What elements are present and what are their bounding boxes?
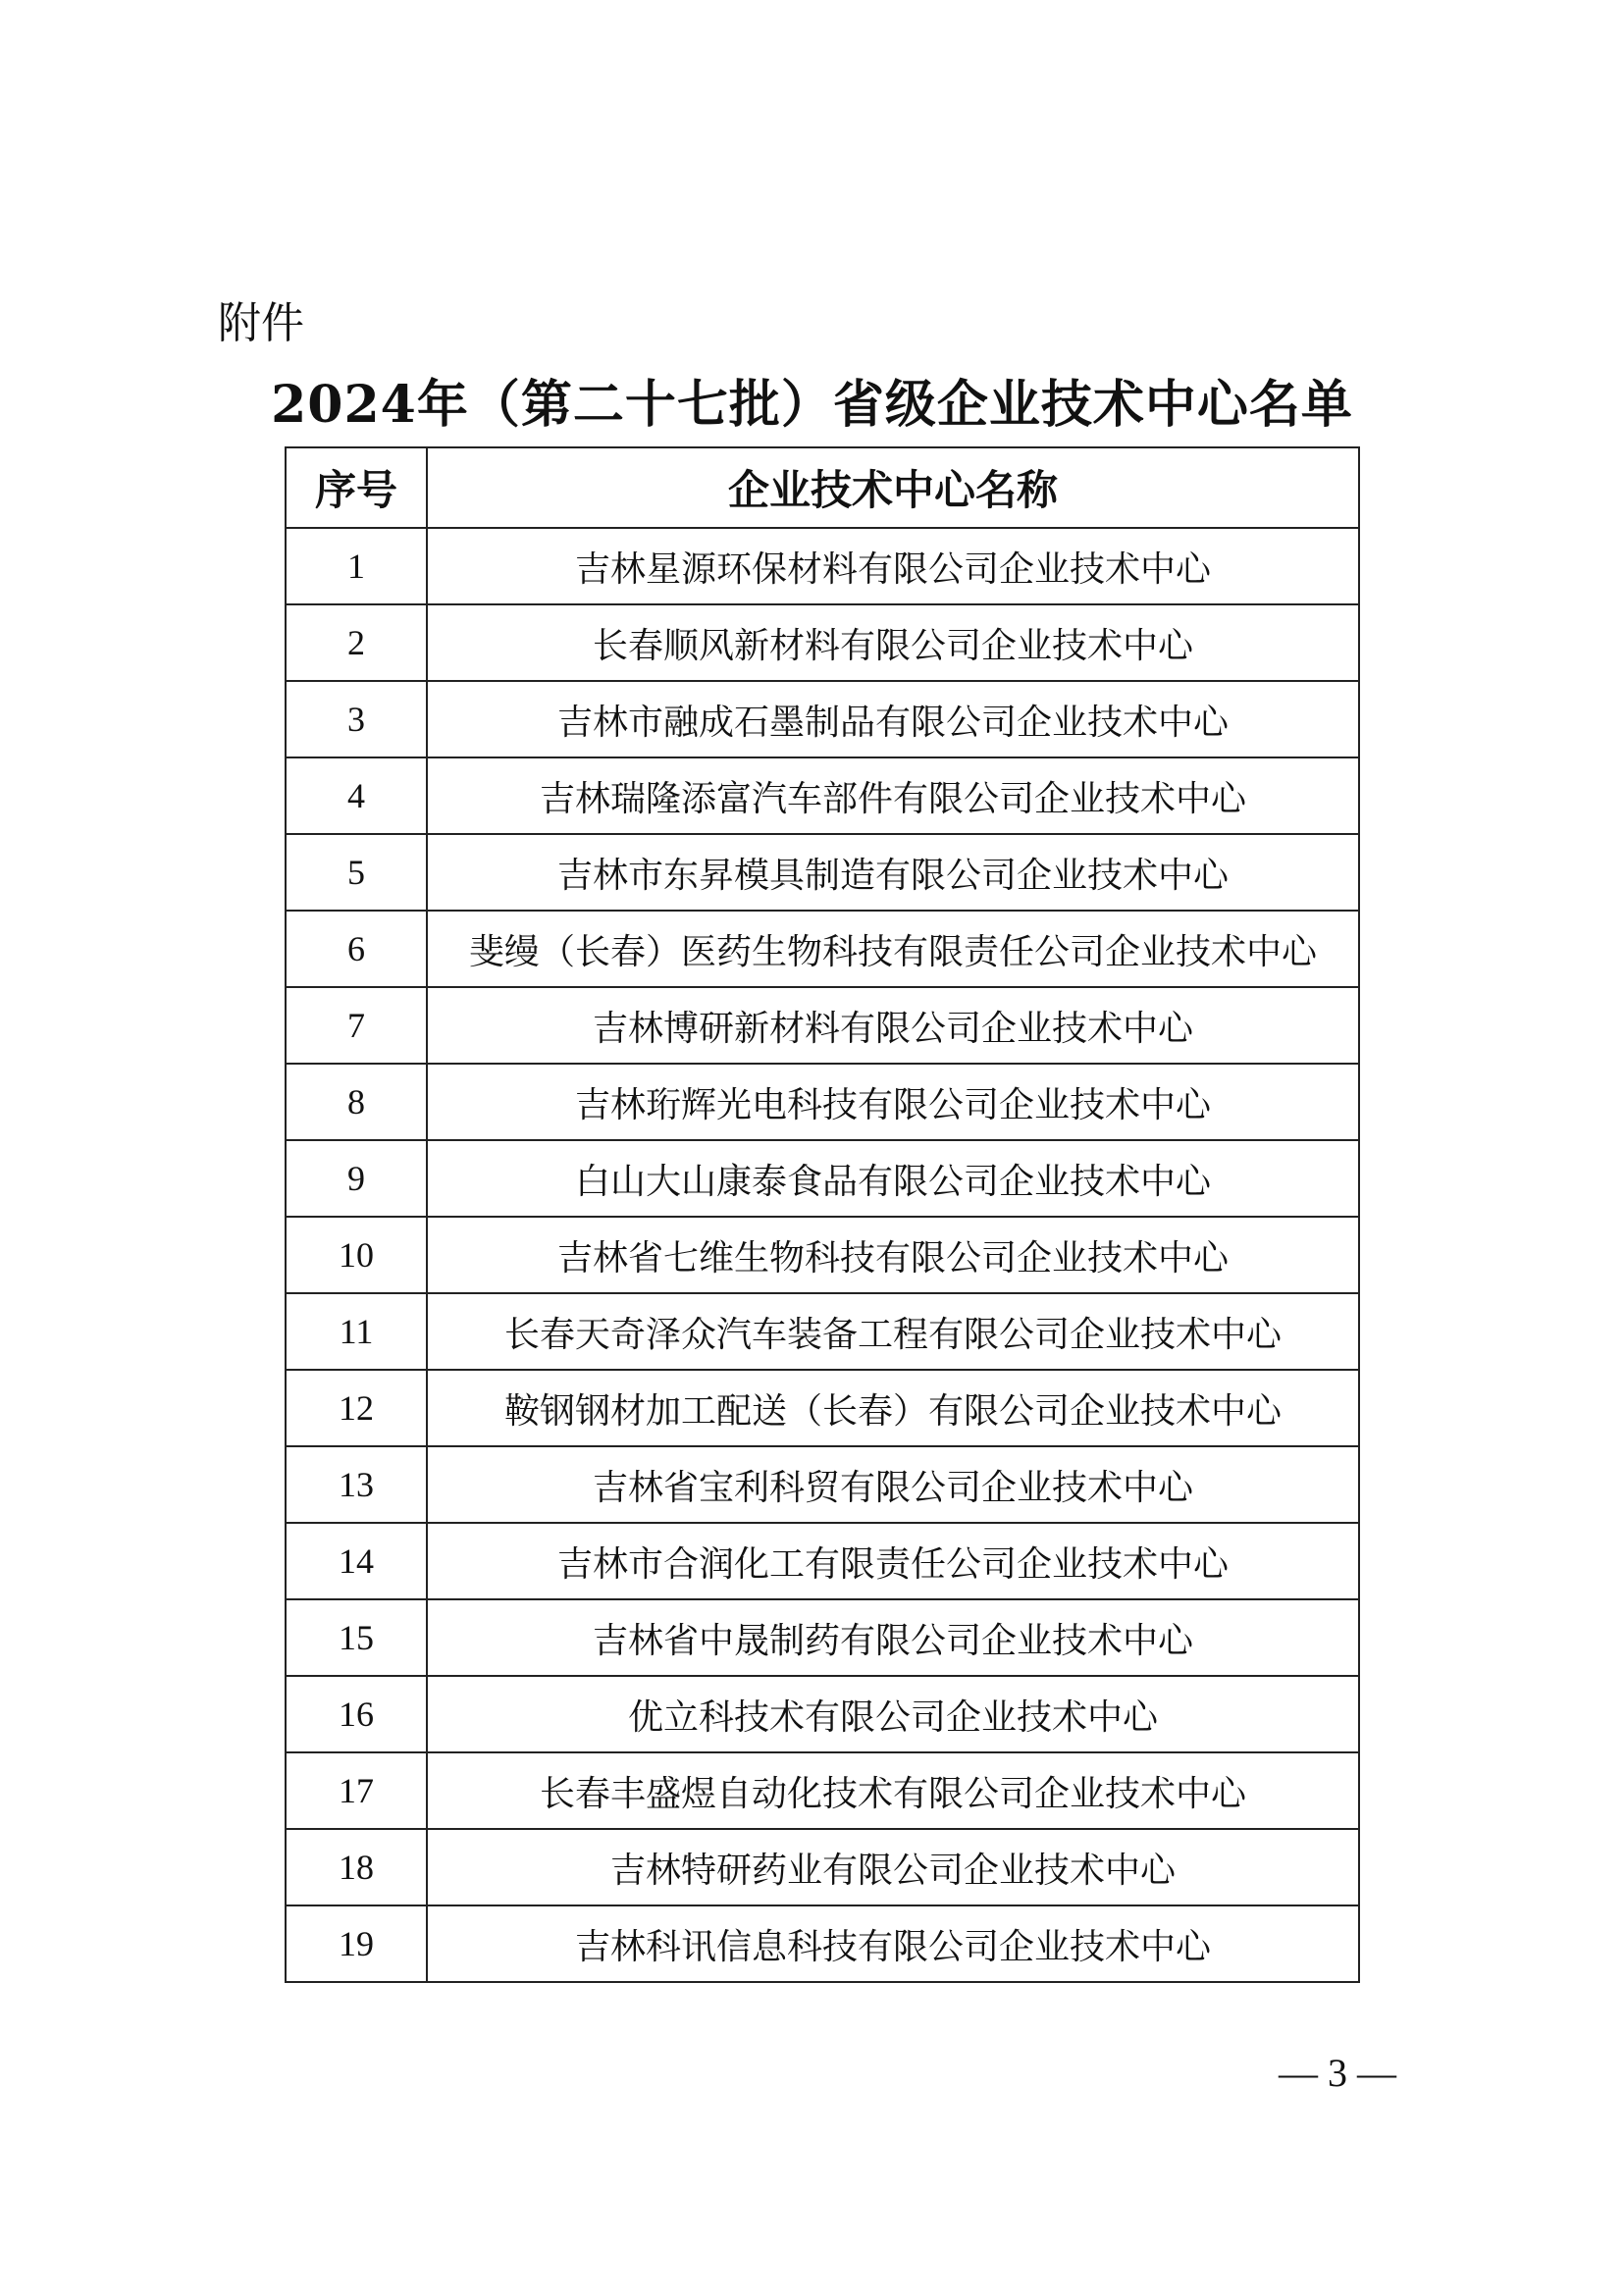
serial-number: 12 <box>286 1370 427 1446</box>
serial-number: 3 <box>286 681 427 757</box>
serial-number: 14 <box>286 1523 427 1599</box>
center-name: 吉林科讯信息科技有限公司企业技术中心 <box>427 1905 1359 1982</box>
table-row <box>286 1599 1359 1676</box>
serial-number: 19 <box>286 1905 427 1982</box>
table-row <box>286 987 1359 1064</box>
table-row <box>286 1217 1359 1293</box>
page-number: — 3 — <box>1279 2051 1396 2095</box>
table-row <box>286 1446 1359 1523</box>
center-name: 吉林博研新材料有限公司企业技术中心 <box>427 987 1359 1064</box>
serial-number: 13 <box>286 1446 427 1523</box>
serial-number: 11 <box>286 1293 427 1370</box>
serial-number: 6 <box>286 911 427 987</box>
table-row <box>286 911 1359 987</box>
center-name: 吉林瑞隆添富汽车部件有限公司企业技术中心 <box>427 757 1359 834</box>
center-name: 斐缦（长春）医药生物科技有限责任公司企业技术中心 <box>427 911 1359 987</box>
center-name: 吉林星源环保材料有限公司企业技术中心 <box>427 528 1359 604</box>
header-center-name: 企业技术中心名称 <box>427 447 1359 528</box>
center-name: 吉林珩辉光电科技有限公司企业技术中心 <box>427 1064 1359 1140</box>
table-row <box>286 681 1359 757</box>
attachment-label: 附件 <box>218 298 304 348</box>
table-row <box>286 1293 1359 1370</box>
table-row <box>286 1905 1359 1982</box>
center-name: 吉林特研药业有限公司企业技术中心 <box>427 1829 1359 1905</box>
center-name: 吉林省七维生物科技有限公司企业技术中心 <box>427 1217 1359 1293</box>
center-name: 长春丰盛煜自动化技术有限公司企业技术中心 <box>427 1752 1359 1829</box>
table-row <box>286 834 1359 911</box>
serial-number: 5 <box>286 834 427 911</box>
center-name: 鞍钢钢材加工配送（长春）有限公司企业技术中心 <box>427 1370 1359 1446</box>
table-row <box>286 1676 1359 1752</box>
table-row <box>286 1523 1359 1599</box>
serial-number: 15 <box>286 1599 427 1676</box>
serial-number: 1 <box>286 528 427 604</box>
table-row <box>286 528 1359 604</box>
center-name: 吉林省中晟制药有限公司企业技术中心 <box>427 1599 1359 1676</box>
table-row <box>286 1370 1359 1446</box>
serial-number: 8 <box>286 1064 427 1140</box>
serial-number: 18 <box>286 1829 427 1905</box>
table-row <box>286 604 1359 681</box>
center-name: 长春顺风新材料有限公司企业技术中心 <box>427 604 1359 681</box>
header-serial-number: 序号 <box>286 447 427 528</box>
table-header-row <box>286 447 1359 528</box>
center-name: 吉林市融成石墨制品有限公司企业技术中心 <box>427 681 1359 757</box>
serial-number: 4 <box>286 757 427 834</box>
center-name: 优立科技术有限公司企业技术中心 <box>427 1676 1359 1752</box>
serial-number: 17 <box>286 1752 427 1829</box>
center-name: 长春天奇泽众汽车装备工程有限公司企业技术中心 <box>427 1293 1359 1370</box>
center-name: 吉林市东昇模具制造有限公司企业技术中心 <box>427 834 1359 911</box>
table-row <box>286 1140 1359 1217</box>
serial-number: 9 <box>286 1140 427 1217</box>
serial-number: 10 <box>286 1217 427 1293</box>
table-row <box>286 1829 1359 1905</box>
serial-number: 16 <box>286 1676 427 1752</box>
document-title: 2024年（第二十七批）省级企业技术中心名单 <box>271 375 1353 435</box>
enterprise-center-table <box>285 446 1360 1983</box>
center-name: 吉林省宝利科贸有限公司企业技术中心 <box>427 1446 1359 1523</box>
center-name: 吉林市合润化工有限责任公司企业技术中心 <box>427 1523 1359 1599</box>
table-row <box>286 1752 1359 1829</box>
serial-number: 2 <box>286 604 427 681</box>
center-name: 白山大山康泰食品有限公司企业技术中心 <box>427 1140 1359 1217</box>
table-row <box>286 1064 1359 1140</box>
table-row <box>286 757 1359 834</box>
serial-number: 7 <box>286 987 427 1064</box>
